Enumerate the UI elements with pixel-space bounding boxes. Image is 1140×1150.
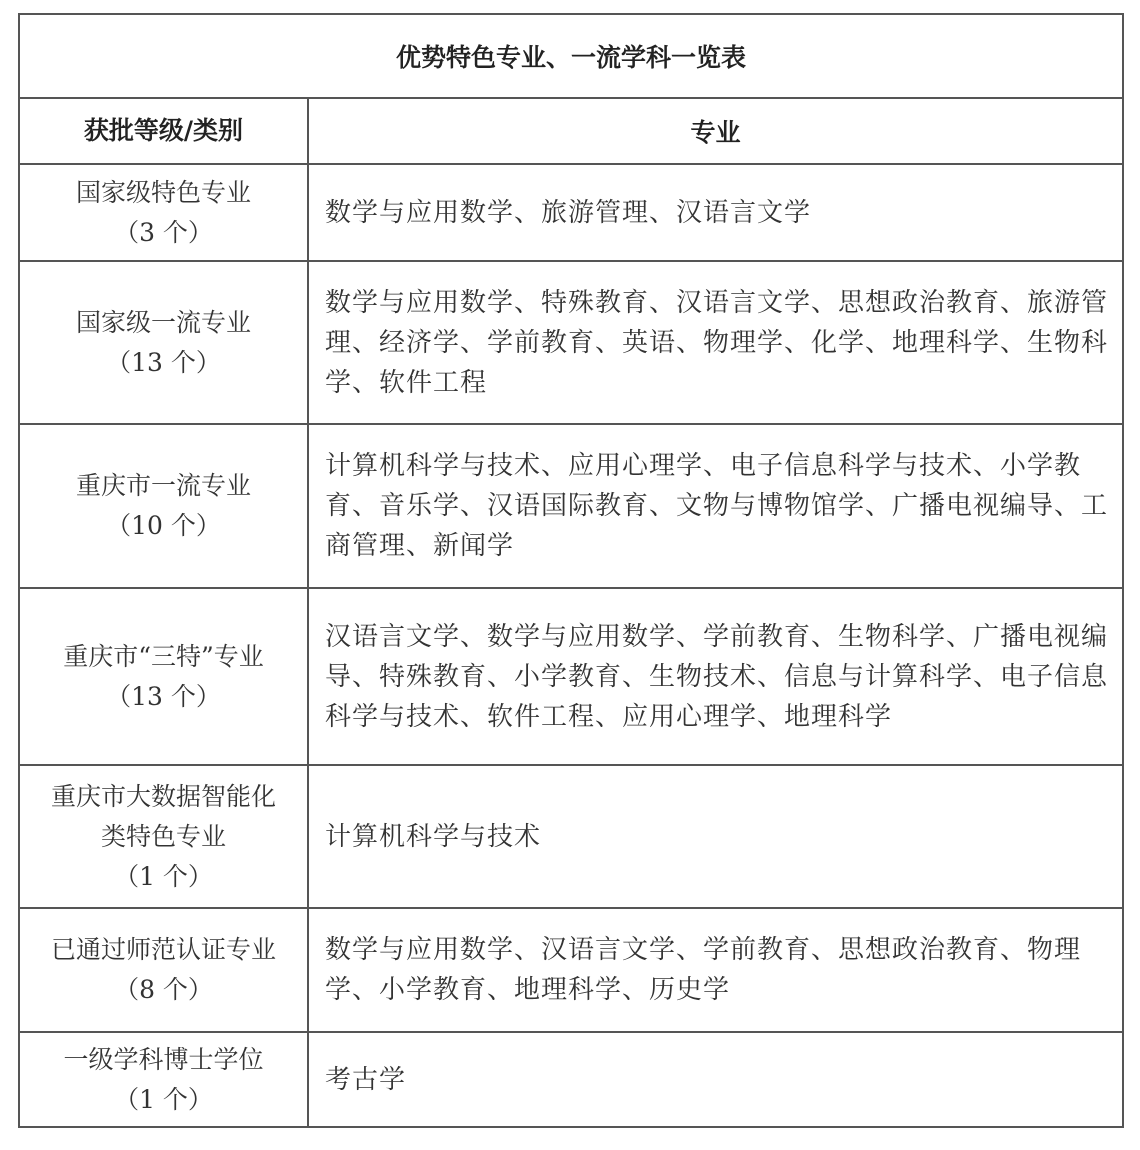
table-row (19, 164, 1123, 261)
majors-cell: 计算机科学与技术、应用心理学、电子信息科学与技术、小学教育、音乐学、汉语国际教育、文物与博物馆学、广播电视编导、工商管理、新闻学 (308, 424, 1123, 588)
category-label: 类特色专业 (100, 821, 226, 851)
table-row (19, 908, 1123, 1032)
table-title: 优势特色专业、一流学科一览表 (19, 14, 1123, 98)
majors-cell: 数学与应用数学、旅游管理、汉语言文学 (308, 164, 1123, 261)
category-count: （8 个） (114, 975, 213, 1004)
majors-cell: 考古学 (308, 1032, 1123, 1127)
category-count: （13 个） (106, 681, 221, 711)
category-cell (19, 908, 308, 1032)
category-cell (19, 588, 308, 765)
table-row (19, 261, 1123, 424)
category-label: 国家级一流专业 (75, 307, 251, 337)
category-cell (19, 765, 308, 908)
majors-table (18, 13, 1124, 1128)
majors-cell: 数学与应用数学、汉语言文学、学前教育、思想政治教育、物理学、小学教育、地理科学、历史学 (308, 908, 1123, 1032)
majors-cell: 汉语言文学、数学与应用数学、学前教育、生物科学、广播电视编导、特殊教育、小学教育、生物技术、信息与计算科学、电子信息科学与技术、软件工程、应用心理学、地理科学 (308, 588, 1123, 765)
header-category: 获批等级/类别 (19, 98, 308, 164)
majors-cell: 数学与应用数学、特殊教育、汉语言文学、思想政治教育、旅游管理、经济学、学前教育、英语、物理学、化学、地理科学、生物科学、软件工程 (308, 261, 1123, 424)
category-label: 国家级特色专业 (75, 177, 251, 207)
table-row (19, 765, 1123, 908)
category-label: 已通过师范认证专业 (50, 935, 276, 964)
category-count: （3 个） (114, 217, 213, 247)
category-count: （1 个） (114, 861, 213, 891)
category-cell (19, 1032, 308, 1127)
table-row (19, 424, 1123, 588)
category-cell (19, 261, 308, 424)
majors-cell: 计算机科学与技术 (308, 765, 1123, 908)
category-cell (19, 424, 308, 588)
table-row (19, 588, 1123, 765)
category-count: （13 个） (106, 347, 221, 377)
table-row (19, 1032, 1123, 1127)
category-count: （10 个） (106, 511, 221, 540)
category-label: 重庆市“三特”专业 (63, 641, 264, 671)
category-cell (19, 164, 308, 261)
category-label: 重庆市大数据智能化 (50, 781, 276, 811)
category-count: （1 个） (114, 1084, 213, 1114)
header-majors: 专业 (308, 98, 1123, 164)
category-label: 一级学科博士学位 (63, 1044, 264, 1074)
category-label: 重庆市一流专业 (75, 471, 251, 500)
